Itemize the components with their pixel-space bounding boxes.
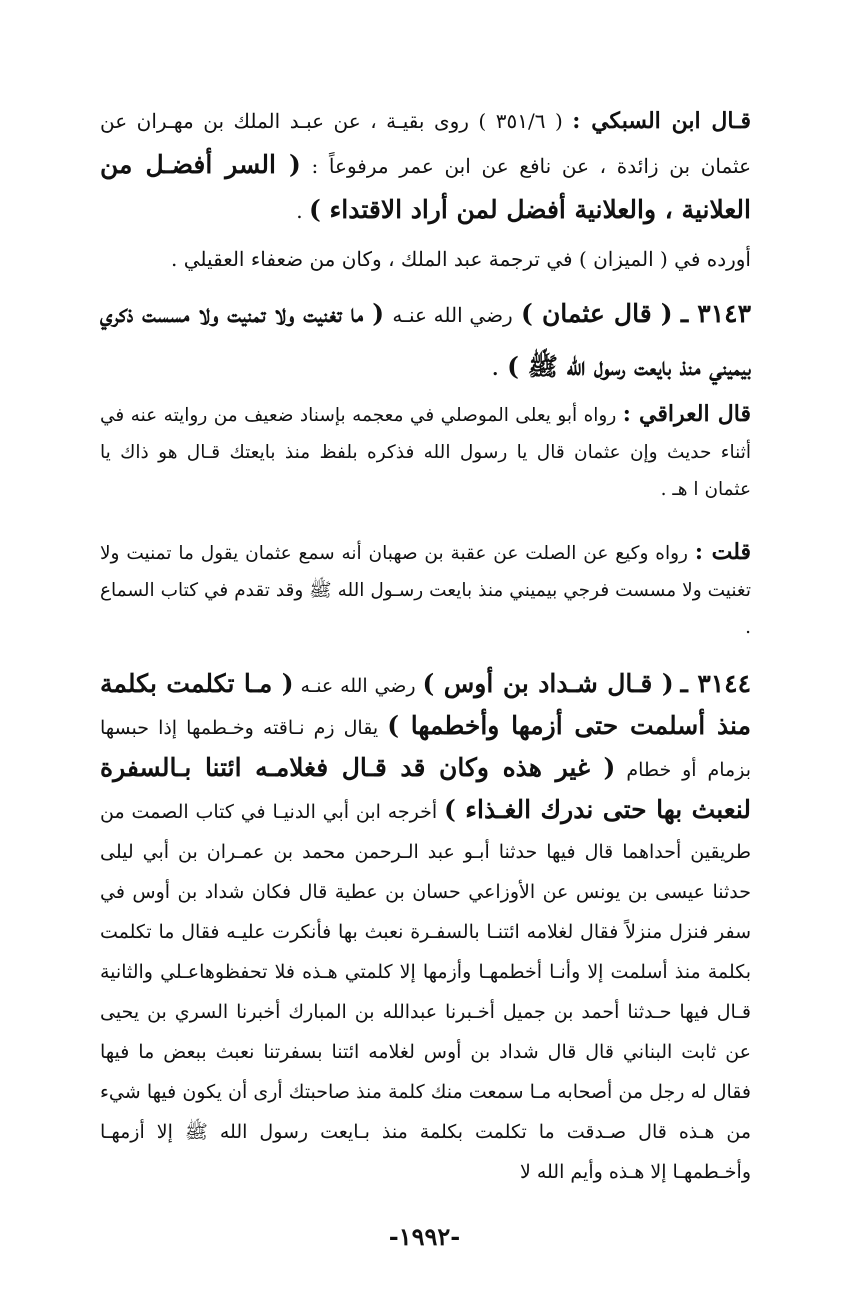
text-run: رواه أبو يعلى الموصلي في معجمه بإسناد ضعيف من روايته عنه في أثناء حديث وإن عثمان قال يا رسول الله فذكره بلفظ منذ بايعتك قـال هو ذاك يا عثمان ا هـ . xyxy=(100,405,751,500)
paragraph-qultu xyxy=(100,534,751,646)
text-run: أخرجه ابن أبي الدنيـا في كتاب الصمت من طريقين أحداهما قال فيها حدثنا أبـو عبد الـرحمن محمد بن عمـران بن أبي ليلى حدثنا عيسى بن يونس عن الأوزاعي حسان بن عطية قال فكان شداد بن أوس في سفر فنزل منزلاً فقال لغلامه ائتنـا بالسفـرة نعبث بها فأنكرت عليـه فقال ما تكلمت بكلمة منذ أسلمت إلا وأنـا أخطمهـا وأزمها إلا كلمتي هـذه فلا تحفظوهاعـلي والثانية قـال فيها حـدثنا أحمد بن جميل أخـبرنا عبدالله بن المبارك أخبرنا السري بن يحيى عن ثابت البناني قال قال شداد بن أوس لغلامه ائتنا بسفرتنا نعبث ببعض ما فيها فقال له رجل من أصحابه مـا سمعت منك كلمة منذ صاحبتك أرى أن يكون فيها شيء من هـذه قال صـدقت ما تكلمت بكلمة منذ بـايعت رسول الله ﷺ إلا أزمهـا وأخـطمهـا إلا هـذه وأيم الله لا xyxy=(100,801,751,1183)
text-run: . xyxy=(491,352,508,381)
speaker-label: قال العراقي : xyxy=(622,401,751,427)
page-number: -١٩٩٢- xyxy=(388,1222,461,1251)
entry-3144 xyxy=(100,664,751,1192)
hadith-heading: ( قال عثمان ) xyxy=(521,299,673,328)
entry-number: ٣١٤٣ ـ xyxy=(680,299,752,328)
hadith-heading: ( قـال شـداد بن أوس ) xyxy=(422,669,674,698)
paragraph-subki xyxy=(100,100,751,233)
honorific: رضي الله عنـه xyxy=(300,675,416,697)
speaker-label: قـال ابن السبكي : xyxy=(572,108,752,134)
entry-3143 xyxy=(100,288,751,392)
text-run: يقال زم نـاقته وخـطمها إذا حبسها بزمام أو خطام xyxy=(100,717,751,781)
text-run: رواه وكيع عن الصلت عن عقبة بن صهبان أنه سمع عثمان يقول ما تمنيت ولا تغنيت ولا مسست فرجي بيميني منذ بايعت رسـول الله ﷺ وقد تقدم في كتاب السماع . xyxy=(100,543,751,638)
speaker-label: قلت : xyxy=(694,539,751,565)
paragraph-mizan xyxy=(100,238,751,281)
honorific: رضي الله عنـه xyxy=(392,303,513,327)
hadith-quote: ( السر أفضـل من العلانية ، والعلانية أفضل لمن أراد الاقتداء ) xyxy=(100,150,751,224)
text-run: أورده في ( الميزان ) في ترجمة عبد الملك ، وكان من ضعفاء العقيلي . xyxy=(171,247,751,271)
hadith-quote: ( مـا تكلمت بكلمة منذ أسلمت حتى أزمها وأخطمها ) xyxy=(100,669,751,740)
paragraph-iraqi xyxy=(100,396,751,508)
hadith-quote: ( غير هذه وكان قد قـال فغلامـه ائتنا بـالسفرة لنعبث بها حتى ندرك الغـذاء ) xyxy=(100,753,751,824)
text-run: ( ٣٥١/٦ ) روى بقيـة ، عن عبـد الملك بن مهـران عن عثمان بن زائدة ، عن نافع عن ابن عمر مرفوعاً : xyxy=(100,109,752,178)
entry-number: ٣١٤٤ ـ xyxy=(680,669,752,698)
hadith-quote: ( ما تغنيت ولا تمنيت ولا مسست ذكري بيميني منذ بايعت رسول الله ﷺ ) xyxy=(100,299,751,381)
text-run: . xyxy=(296,199,309,223)
